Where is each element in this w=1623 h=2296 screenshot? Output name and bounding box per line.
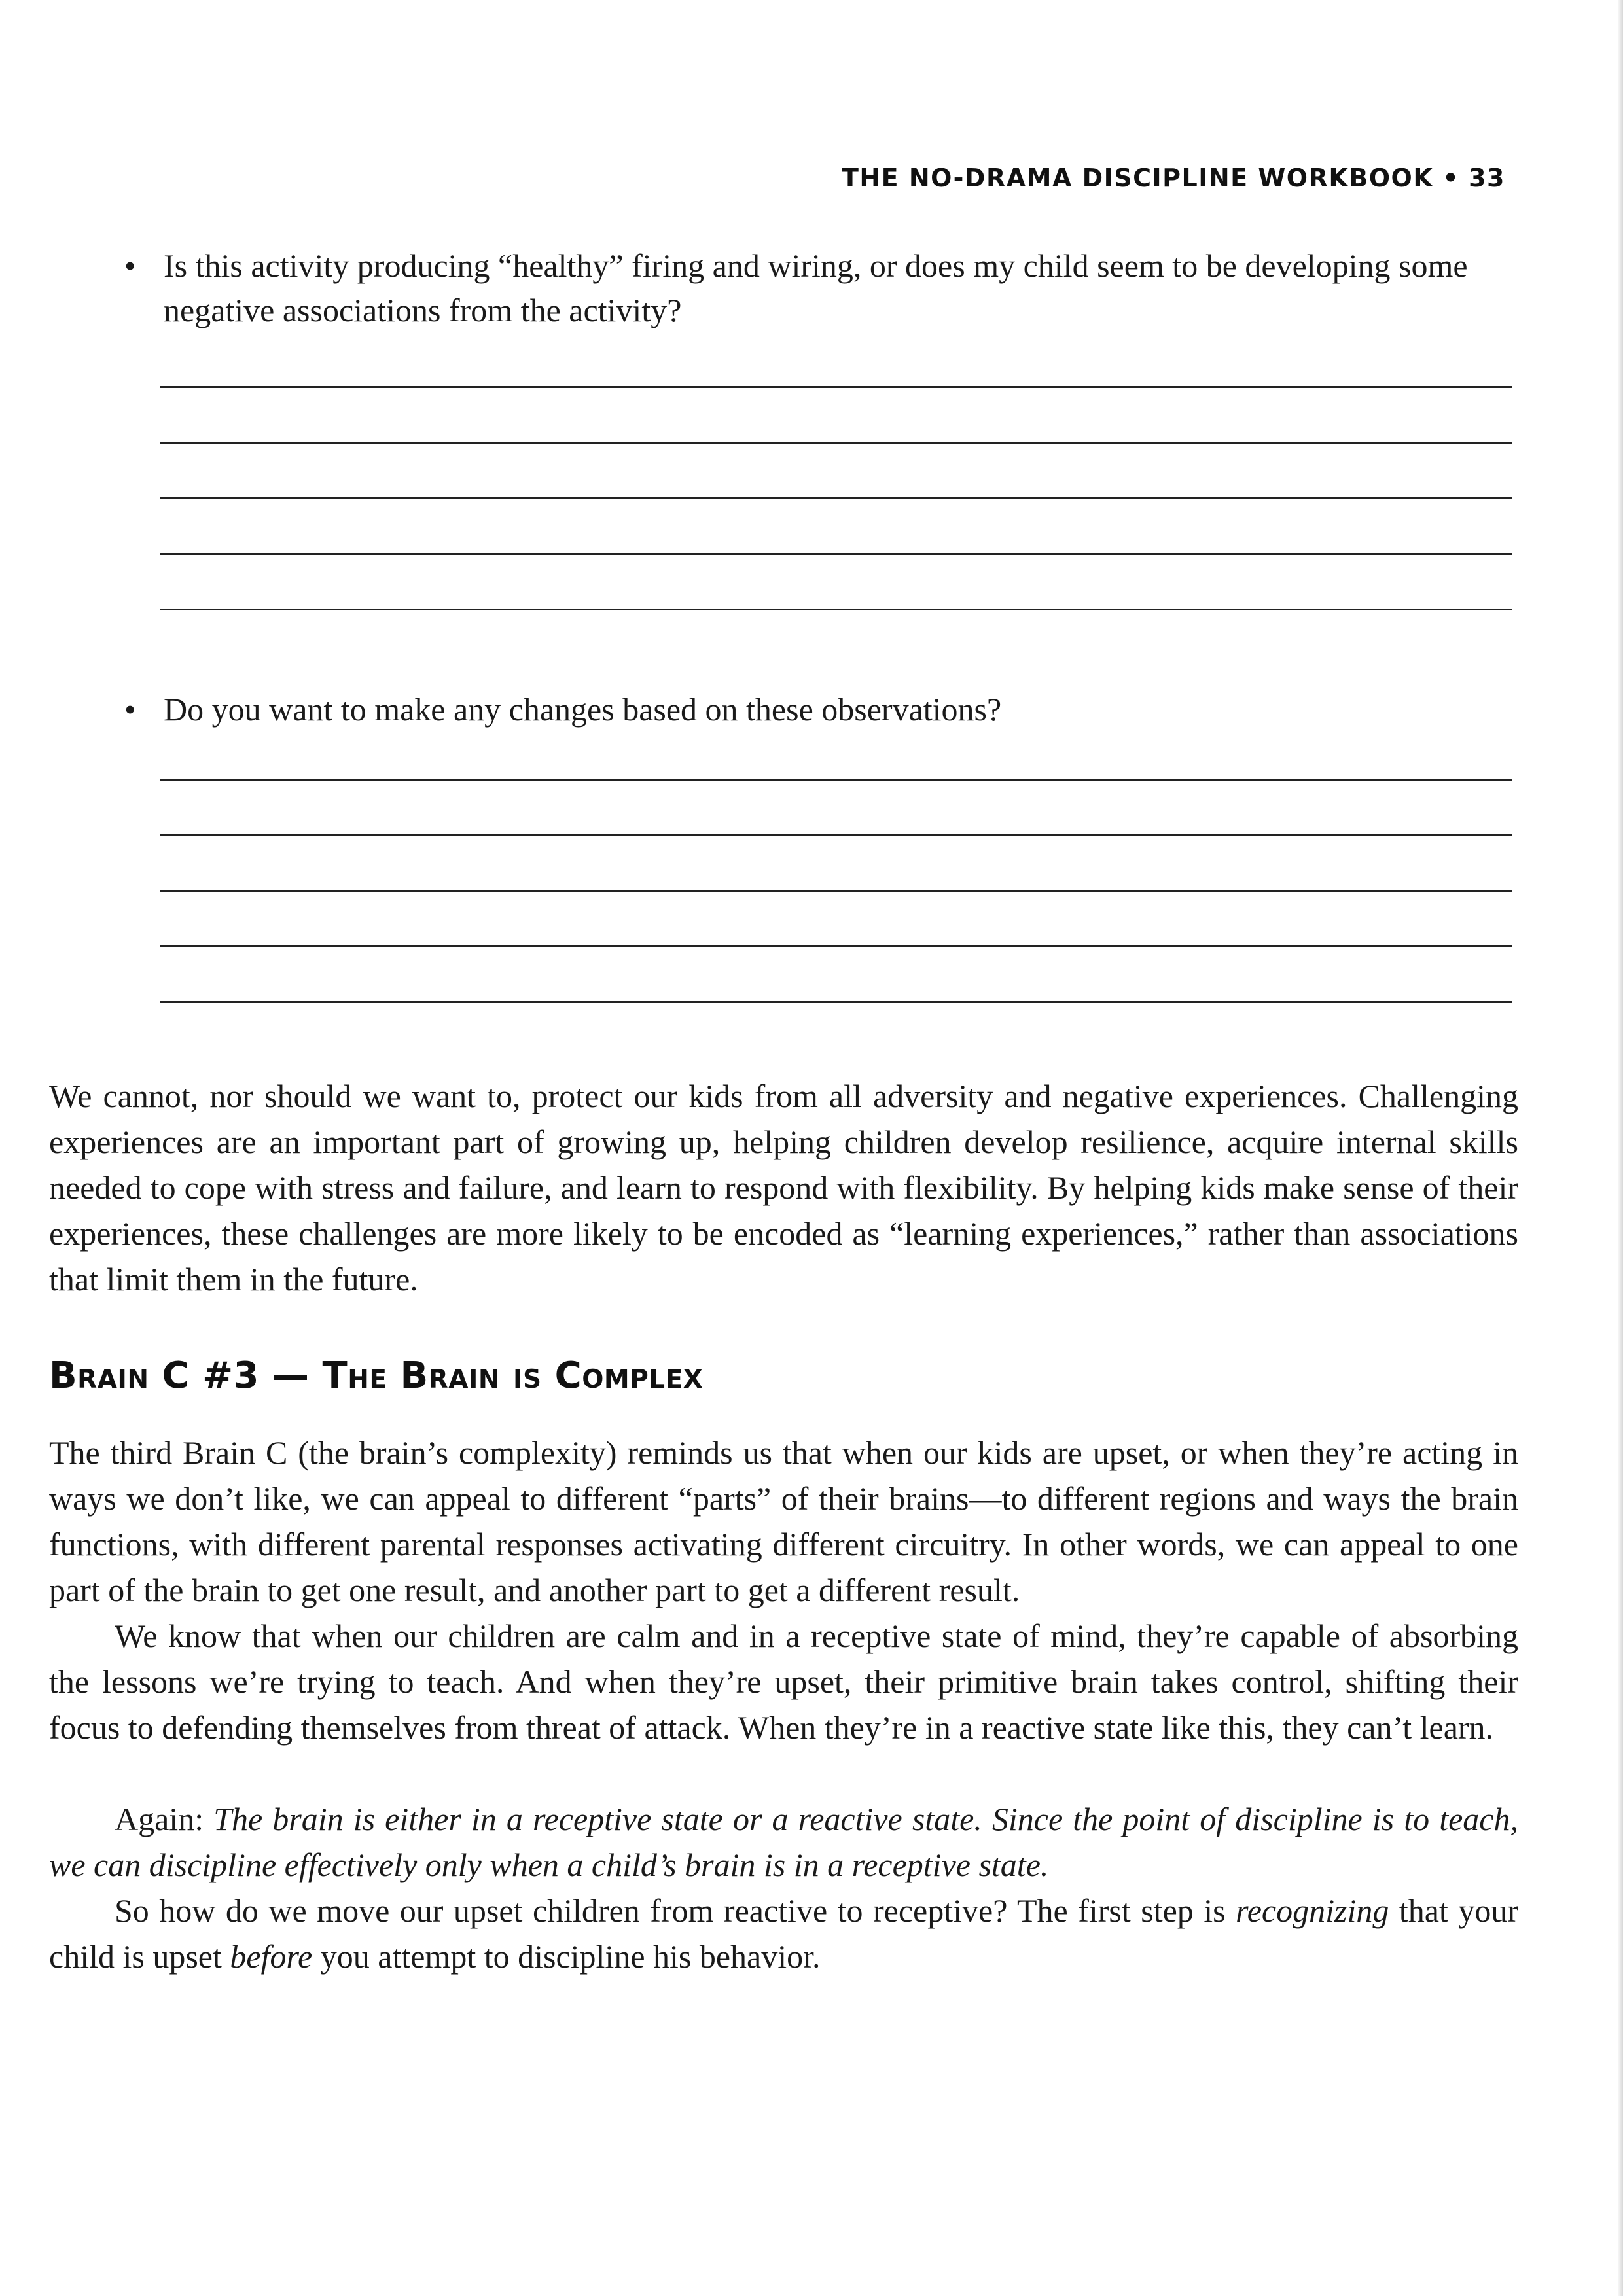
answer-line[interactable] <box>160 386 1512 388</box>
answer-line[interactable] <box>160 890 1512 892</box>
answer-line[interactable] <box>160 609 1512 610</box>
running-head-title: THE NO-DRAMA DISCIPLINE WORKBOOK <box>841 164 1434 192</box>
section-heading: Brain C #3 — The Brain is Complex <box>49 1354 704 1397</box>
first-step-part1: So how do we move our upset children from reactive to receptive? The first step is <box>115 1892 1236 1929</box>
answer-line[interactable] <box>160 497 1512 499</box>
answer-line[interactable] <box>160 553 1512 555</box>
paragraph-brain-complexity: The third Brain C (the brain’s complexity) reminds us that when our kids are upset, or when they’re acting in ways we don’t like, we can appeal to different “parts” of their brains—to different regions and ways the brain functions, with different parental responses activating different circuitry. In other words, we can appeal to one part of the brain to get one result, and another part to get a different result. <box>49 1434 1518 1608</box>
paragraph-first-step <box>49 1888 1518 1979</box>
paragraph-receptive-reactive: We know that when our children are calm and in a receptive state of mind, they’re capable of absorbing the lessons we’re trying to teach. And when they’re upset, their primitive brain takes control, shifting their focus to defending themselves from threat of attack. When they’re in a reactive state like this, they can’t learn. <box>49 1617 1518 1746</box>
first-step-italic-recognizing: recognizing <box>1236 1892 1389 1929</box>
answer-line[interactable] <box>160 1001 1512 1003</box>
answer-line[interactable] <box>160 442 1512 444</box>
first-step-part3: you attempt to discipline his behavior. <box>312 1938 821 1975</box>
answer-line[interactable] <box>160 834 1512 836</box>
running-head <box>842 164 1505 192</box>
bullet-2: • <box>124 691 136 728</box>
question-2-text: Do you want to make any changes based on these observations? <box>164 691 1002 728</box>
page-edge <box>1618 0 1623 2296</box>
answer-line[interactable] <box>160 945 1512 947</box>
paragraph-adversity: We cannot, nor should we want to, protect our kids from all adversity and negative experiences. Challenging experiences are an important part of growing up, helping children develop resilience, acquire internal skills needed to cope with stress and failure, and learn to respond with flexibility. By helping kids make sense of their experiences, these challenges are more likely to be encoded as “learning experiences,” rather than associations that limit them in the future. <box>49 1078 1518 1298</box>
bullet-1: • <box>124 247 136 284</box>
running-head-separator: • <box>1442 164 1460 192</box>
question-1-text: Is this activity producing “healthy” firing and wiring, or does my child seem to be developing some negative associations from the activity? <box>164 247 1468 328</box>
page-number: 33 <box>1469 164 1505 192</box>
again-lead: Again: <box>115 1801 214 1837</box>
answer-line[interactable] <box>160 779 1512 781</box>
first-step-part2: that your child is upset <box>49 1892 1518 1975</box>
again-italic: The brain is either in a receptive state or a reactive state. Since the point of discipline is to teach, we can discipline effectively only when a child’s brain is in a receptive state. <box>49 1801 1518 1883</box>
first-step-italic-before: before <box>230 1938 313 1975</box>
paragraph-again <box>49 1796 1518 1888</box>
